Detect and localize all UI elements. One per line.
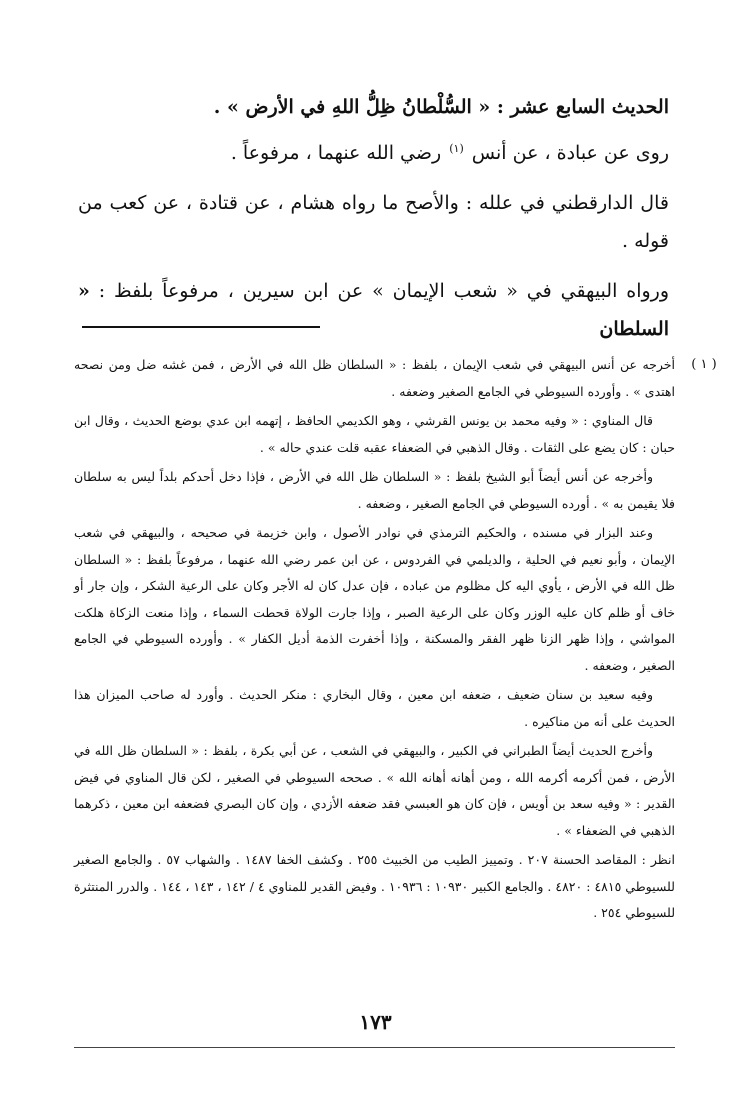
hadith-title: الحديث السابع عشر : « السُّلْطانُ ظِلُّ اللهِ في الأرض » . bbox=[213, 96, 669, 118]
bottom-rule bbox=[74, 1047, 675, 1048]
note-paragraph: أخرجه عن أنس البيهقي في شعب الإيمان ، بلفظ : « السلطان ظل الله في الأرض ، فمن غشه ضل ومن نصحه اهتدى » . وأورده السيوطي في الجامع الصغير وضعفه . bbox=[74, 357, 675, 399]
daraqutni-paragraph: قال الدارقطني في علله : والأصح ما رواه هشام ، عن قتادة ، عن كعب من قوله . bbox=[78, 192, 669, 252]
footnotes bbox=[74, 352, 717, 930]
bayhaqi-quote-start: « السلطان bbox=[78, 280, 669, 340]
note-paragraph: قال المناوي : « وفيه محمد بن يونس القرشي ، وهو الكديمي الحافظ ، إتهمه ابن عدي بوضع الحديث ، وقال ابن حبان : كان يضع على الثقات . وقال الذهبي في الضعفاء عقبه قلت عندي حاله » . bbox=[74, 413, 675, 455]
note-paragraph: وفيه سعيد بن سنان ضعيف ، ضعفه ابن معين ، وقال البخاري : منكر الحديث . وأورد له صاحب الميزان هذا الحديث على أنه من مناكيره . bbox=[74, 687, 675, 729]
page-number: ١٧٣ bbox=[359, 1010, 392, 1034]
footnote-1 bbox=[74, 352, 717, 405]
note-paragraph: وأخرجه عن أنس أيضاً أبو الشيخ بلفظ : « السلطان ظل الله في الأرض ، فإذا دخل أحدكم بلداً ليس به سلطان فلا يقيمن به » . أورده السيوطي في الجامع الصغير ، وضعفه . bbox=[74, 469, 675, 511]
bayhaqi-text: ورواه البيهقي في « شعب الإيمان » عن ابن سيرين ، مرفوعاً بلفظ : bbox=[98, 280, 669, 302]
bayhaqi-paragraph bbox=[78, 272, 669, 348]
main-text bbox=[78, 88, 669, 360]
narration-text: روى عن عبادة ، عن أنس bbox=[471, 142, 669, 164]
footnote-marker[interactable]: (١) bbox=[449, 141, 464, 155]
footnote-number: ( ١ ) bbox=[691, 357, 717, 372]
note-paragraph: وأخرج الحديث أيضاً الطبراني في الكبير ، والبيهقي في الشعب ، عن أبي بكرة ، بلفظ : « السلطان ظل الله في الأرض ، فمن أكرمه أكرمه الله ، ومن أهانه أهانه الله » . صححه السيوطي في الصغير ، لكن قال المناوي في فيض القدير : « وفيه سعد بن أويس ، فإن كان هو العبسي فقد ضعفه الأزدي ، وإن كان البصري فضعفه ابن معين ، ذكرهما الذهبي في الضعفاء » . bbox=[74, 743, 675, 838]
note-paragraph: وعند البزار في مسنده ، والحكيم الترمذي في نوادر الأصول ، وابن خزيمة في صحيحه ، والبيهقي في شعب الإيمان ، وأبو نعيم في الحلية ، والديلمي في الفردوس ، عن ابن عمر رضي الله عنهما ، مرفوعاً بلفظ : « السلطان ظل الله في الأرض ، يأوي اليه كل مظلوم من عباده ، فإن عدل كان له الأجر وكان على الرعية الشكر ، وإن جار أو خاف أو ظلم كان عليه الوزر وكان على الرعية الصبر ، وإذا جارت الولاة قحطت السماء ، وإذا منعت الزكاة هلكت المواشي ، وإذا ظهر الزنا ظهر الفقر والمسكنة ، وإذا أخفرت الذمة أديل الكفار » . وأورده السيوطي في الجامع الصغير ، وضعفه . bbox=[74, 525, 675, 673]
references-paragraph: انظر : المقاصد الحسنة ٢٠٧ . وتمييز الطيب من الخبيث ٢٥٥ . وكشف الخفا ١٤٨٧ . والشهاب ٥٧ . والجامع الصغير للسيوطي ٤٨١٥ : ٤٨٢٠ . والجامع الكبير ١٠٩٣٠ : ١٠٩٣٦ . وفيض القدير للمناوي ٤ / ١٤٢ ، ١٤٣ ، ١٤٤ . والدرر المنتثرة للسيوطي ٢٥٤ . bbox=[74, 852, 675, 920]
footnote-divider bbox=[82, 326, 320, 328]
narration-continuation: رضي الله عنهما ، مرفوعاً . bbox=[230, 142, 442, 164]
narration-paragraph bbox=[78, 134, 669, 172]
